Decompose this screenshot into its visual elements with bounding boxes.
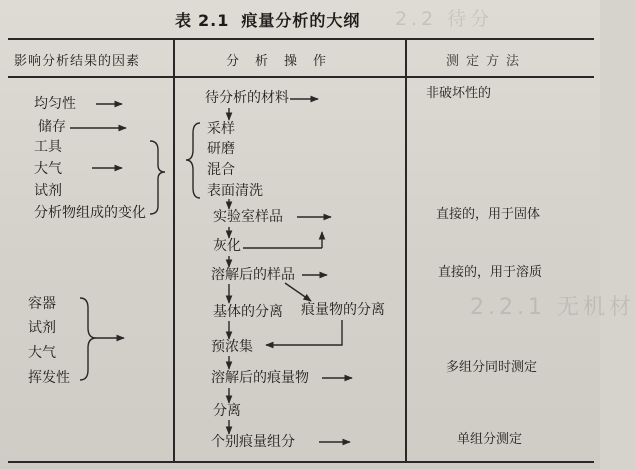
factor-reagents-2: 试剂	[28, 320, 56, 336]
method-nondestructive: 非破坏性的	[426, 86, 492, 101]
op-grinding: 研磨	[207, 141, 235, 157]
factor-reagents: 试剂	[34, 183, 62, 199]
table-title-text: 痕量分析的大纲	[241, 11, 361, 30]
factor-volatility: 挥发性	[28, 370, 70, 386]
header-methods: 测定方法	[446, 54, 527, 69]
op-trace-separation: 痕量物的分离	[301, 302, 385, 318]
table-label: 表	[175, 11, 193, 30]
op-preconcentration: 预浓集	[211, 339, 253, 355]
op-lab-sample: 实验室样品	[213, 209, 283, 225]
method-direct-solid: 直接的，用于固体	[436, 207, 541, 222]
op-ashing: 灰化	[213, 238, 241, 254]
show-through-text: 2.2.1 无机材	[470, 295, 635, 320]
show-through-text: 2.2 待分	[395, 8, 494, 30]
op-sampling: 采样	[207, 121, 235, 137]
method-multi-component: 多组分同时测定	[446, 360, 538, 375]
header-operations: 分析操作	[226, 54, 343, 69]
connector-trace-to-preconcentration	[266, 320, 342, 345]
op-dissolved-trace: 溶解后的痕量物	[211, 370, 309, 386]
op-separation: 分离	[213, 403, 241, 419]
method-direct-solute: 直接的，用于溶质	[438, 265, 543, 280]
arrow-dissolved-branch-trace	[285, 283, 311, 301]
factor-homogeneity: 均匀性	[34, 96, 76, 112]
factor-container: 容器	[28, 296, 56, 312]
factor-atmosphere: 大气	[34, 161, 62, 177]
table-number: 2.1	[198, 11, 230, 30]
brace-prep	[186, 123, 200, 198]
brace-factors-1	[150, 141, 165, 214]
method-single-component: 单组分测定	[457, 432, 523, 447]
op-mixing: 混合	[207, 162, 235, 178]
op-individual-components: 个别痕量组分	[211, 434, 295, 450]
header-factors: 影响分析结果的因素	[14, 54, 141, 69]
factor-atmosphere-2: 大气	[28, 345, 56, 361]
op-matrix-separation: 基体的分离	[213, 304, 283, 320]
factor-analyte-composition-change: 分析物组成的变化	[34, 205, 146, 221]
factor-storage: 储存	[38, 119, 66, 135]
factor-tools: 工具	[34, 139, 62, 155]
op-material-to-analyze: 待分析的材料	[205, 90, 289, 106]
op-dissolved-sample: 溶解后的样品	[211, 267, 295, 283]
op-surface-cleaning: 表面清洗	[207, 183, 263, 199]
brace-factors-2	[80, 298, 96, 380]
